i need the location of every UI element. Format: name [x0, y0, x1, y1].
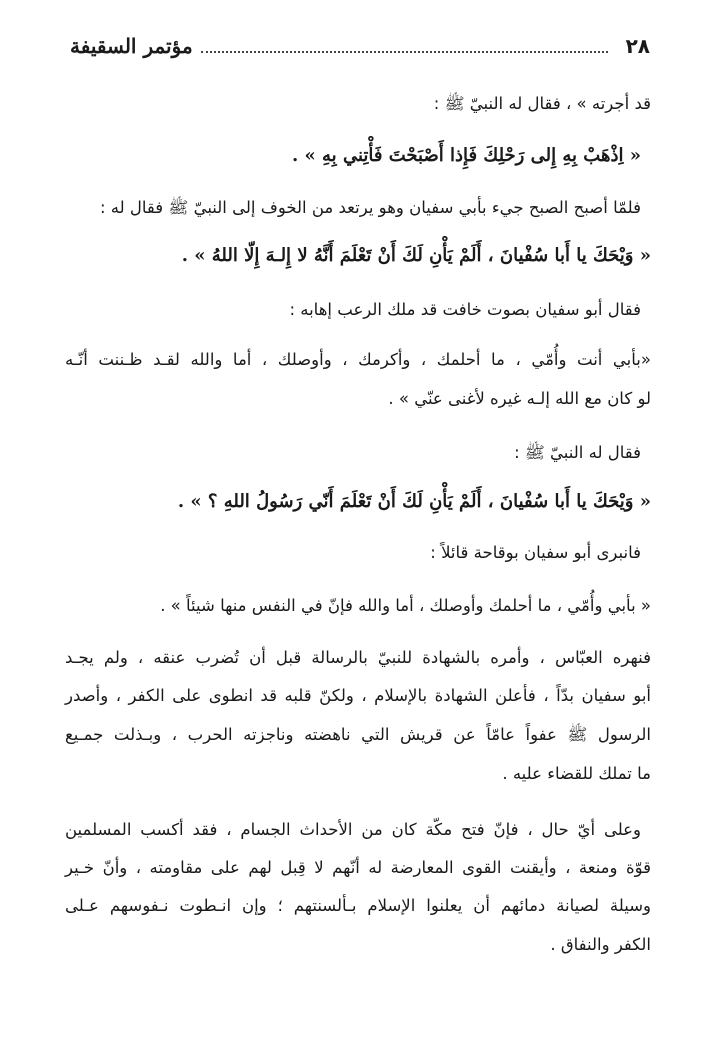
hadith-quote: « وَيْحَكَ يا أَبا سُفْيانَ ، أَلَمْ يَأْنِ لَكَ أَنْ تَعْلَمَ أَنَّهُ لا إِلـهَ إِلّا اللهُ » .	[181, 245, 651, 266]
hadith-quote: « وَيْحَكَ يا أَبا سُفْيانَ ، أَلَمْ يَأْنِ لَكَ أَنْ تَعْلَمَ أَنّي رَسُولُ اللهِ ؟ » .	[177, 491, 651, 512]
text-line: فقال له النبيّ ﷺ :	[514, 443, 641, 462]
text-line: وسيلة لصيانة دمائهم أن يعلنوا الإسلام بـألسنتهم ؛ وإن انـطوت نـفوسهم عـلى	[65, 896, 651, 915]
text-line: الكفر والنفاق .	[550, 935, 651, 954]
text-line: فقال أبو سفيان بصوت خافت قد ملك الرعب إهابه :	[289, 300, 641, 319]
header-dotted-leader	[201, 39, 608, 53]
text-line: وعلى أيّ حال ، فإنّ فتح مكّة كان من الأحداث الجسام ، فقد أكسب المسلمين	[65, 820, 641, 839]
book-title: مؤتمر السقيفة	[70, 34, 193, 58]
page-number: ٢٨	[625, 34, 650, 58]
text-line: « بأبي وأُمّي ، ما أحلمك وأوصلك ، أما والله فإنّ في النفس منها شيئاً » .	[160, 596, 651, 615]
text-line: لو كان مع الله إلـه غيره لأغنى عنّي » .	[388, 389, 651, 408]
text-line: «بأبي أنت وأُمّي ، ما أحلمك ، وأكرمك ، وأوصلك ، أما والله لقـد ظـننت أنّـه	[65, 350, 651, 369]
text-line: فلمّا أصبح الصبح جيء بأبي سفيان وهو يرتعد من الخوف إلى النبيّ ﷺ فقال له :	[99, 198, 641, 217]
hadith-quote: « اِذْهَبْ بِهِ إِلى رَحْلِكَ فَإِذا أَصْبَحْتَ فَأْتِني بِهِ » .	[291, 145, 641, 166]
text-line: الرسول ﷺ عفواً عامّاً عن قريش التي ناهضته وناجزته الحرب ، وبـذلت جمـيع	[65, 725, 651, 744]
text-line: ما تملك للقضاء عليه .	[502, 764, 651, 783]
text-line: فانبرى أبو سفيان بوقاحة قائلاً :	[430, 543, 641, 562]
page-header	[70, 26, 650, 66]
text-line: فنهره العبّاس ، وأمره بالشهادة للنبيّ بالرسالة قبل أن تُضرب عنقه ، ولم يجـد	[65, 648, 651, 667]
text-line: قوّة ومنعة ، وأيقنت القوى المعارضة له أنّهم لا قِبل لهم على مقاومته ، وأنّ خـير	[65, 858, 651, 877]
text-line: قد أجرته » ، فقال له النبيّ ﷺ :	[433, 94, 651, 113]
text-line: أبو سفيان بدّاً ، فأعلن الشهادة بالإسلام ، ولكنّ قلبه قد انطوى على الكفر ، وأصدر	[65, 686, 651, 705]
